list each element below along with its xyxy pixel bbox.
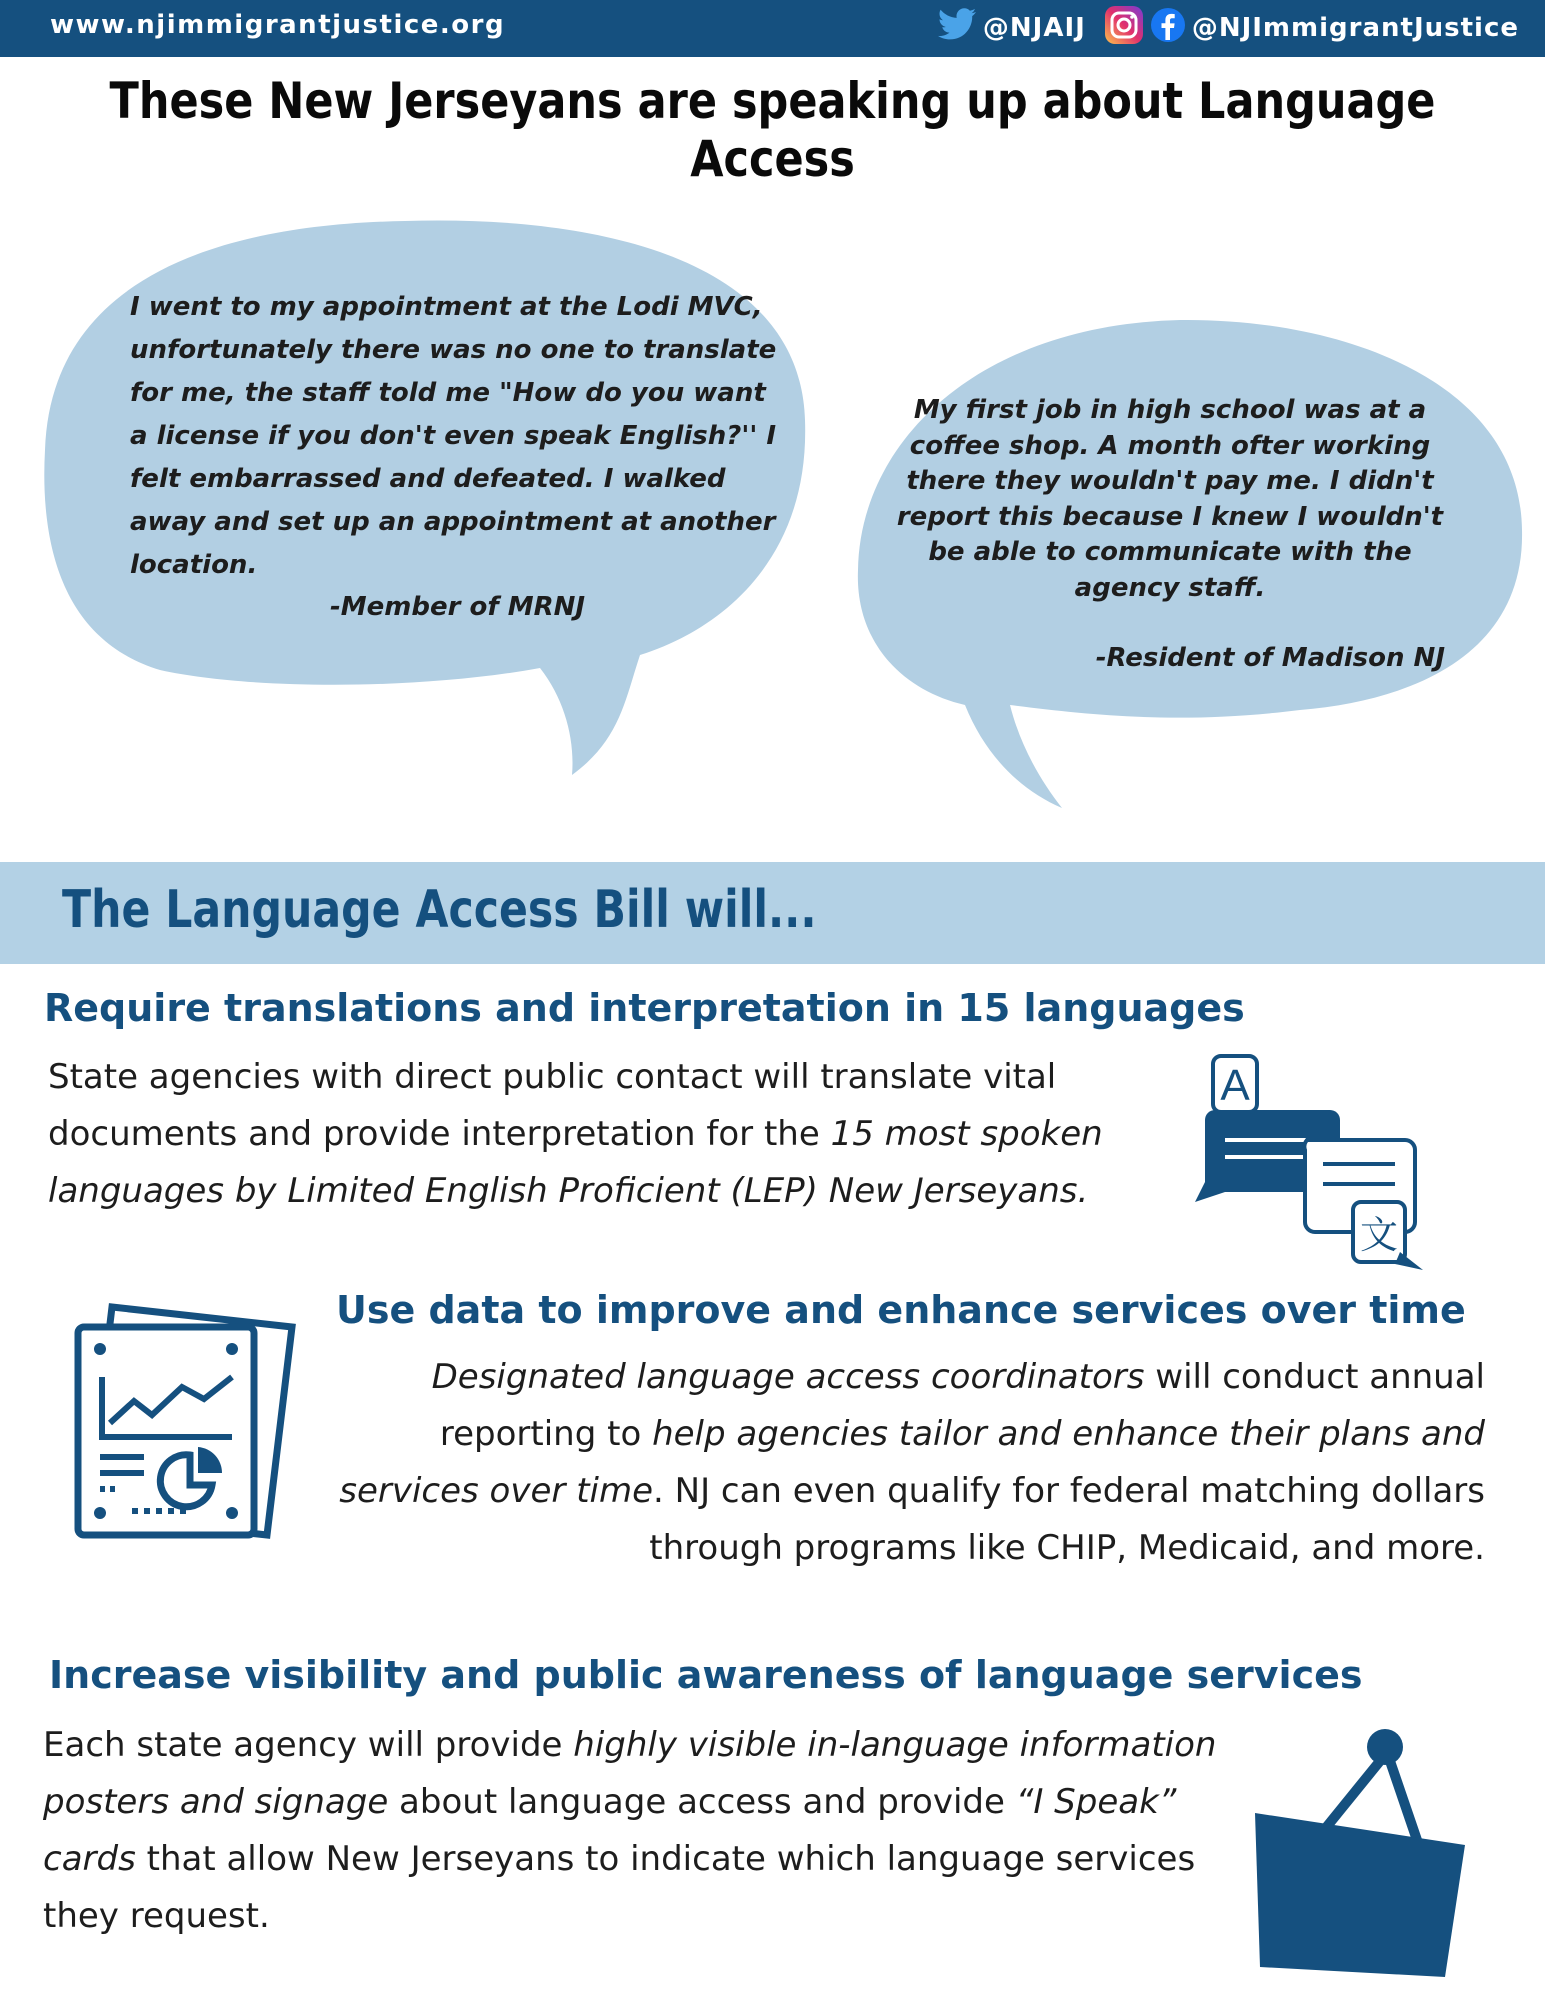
page-headline: These New Jerseyans are speaking up about Language Access — [109, 72, 1436, 188]
website-link[interactable]: www.njimmigrantjustice.org — [50, 10, 506, 40]
report-chart-icon — [72, 1297, 297, 1542]
point-1-text-italic: 15 most spoken languages by Limited English Proficient (LEP) New Jerseyans. — [48, 1114, 1103, 1211]
testimonial-quote-1: I went to my appointment at the Lodi MVC, unfortunately there was no one to translate for me, the staff told me "How do you want a license if you don't even speak English?'' I felt embarrassed and defeated. I walked away and set up an appointment at another location. — [130, 292, 777, 580]
point-3-text-italic-1: highly visible in-language information posters and signage — [43, 1725, 1217, 1822]
point-3-text-italic-2: “I Speak” cards — [43, 1782, 1177, 1879]
point-2-text-italic-1: Designated language access coordinators — [431, 1357, 1145, 1397]
testimonial-quote-2: My first job in high school was at a coffee shop. A month ofter working there they wouldn't pay me. I didn't report this because I knew I wouldn't be able to communicate with the agency staff. — [896, 395, 1444, 603]
point-1-text-plain: State agencies with direct public contact will translate vital documents and provide interpretation for the — [48, 1057, 1057, 1154]
point-2-heading: Use data to improve and enhance services over time — [336, 1288, 1466, 1332]
instagram-facebook-handle[interactable]: @NJImmigrantJustice — [1191, 13, 1519, 43]
point-2-text — [320, 1349, 1485, 1577]
point-2-text-plain-1: will conduct annual reporting to — [439, 1357, 1485, 1454]
point-2-text-italic-2: help agencies tailor and enhance their plans and services over time — [339, 1414, 1485, 1511]
section-title: The Language Access Bill will... — [62, 880, 817, 940]
point-3-text-plain-3: that allow New Jerseyans to indicate which language services they request. — [43, 1839, 1196, 1936]
twitter-handle[interactable]: @NJAIJ — [982, 13, 1086, 43]
translation-icon — [1195, 1052, 1430, 1274]
section-band — [0, 862, 1545, 964]
svg-text:A: A — [1220, 1061, 1250, 1110]
point-2-text-plain-2: . NJ can even qualify for federal matching dollars through programs like CHIP, Medicaid, and more. — [649, 1471, 1485, 1568]
point-1-text — [48, 1049, 1178, 1220]
testimonial-attribution-2: -Resident of Madison NJ — [1095, 643, 1445, 673]
point-3-text-plain-1: Each state agency will provide — [43, 1725, 574, 1765]
point-3-text-plain-2: about language access and provide — [388, 1782, 1016, 1822]
point-1-heading: Require translations and interpretation in 15 languages — [44, 986, 1245, 1030]
hanging-sign-icon — [1240, 1725, 1470, 1980]
point-3-heading: Increase visibility and public awareness of language services — [49, 1653, 1363, 1697]
testimonial-attribution-1: -Member of MRNJ — [330, 592, 586, 622]
point-3-text — [43, 1717, 1223, 1945]
svg-text:文: 文 — [1359, 1213, 1399, 1257]
